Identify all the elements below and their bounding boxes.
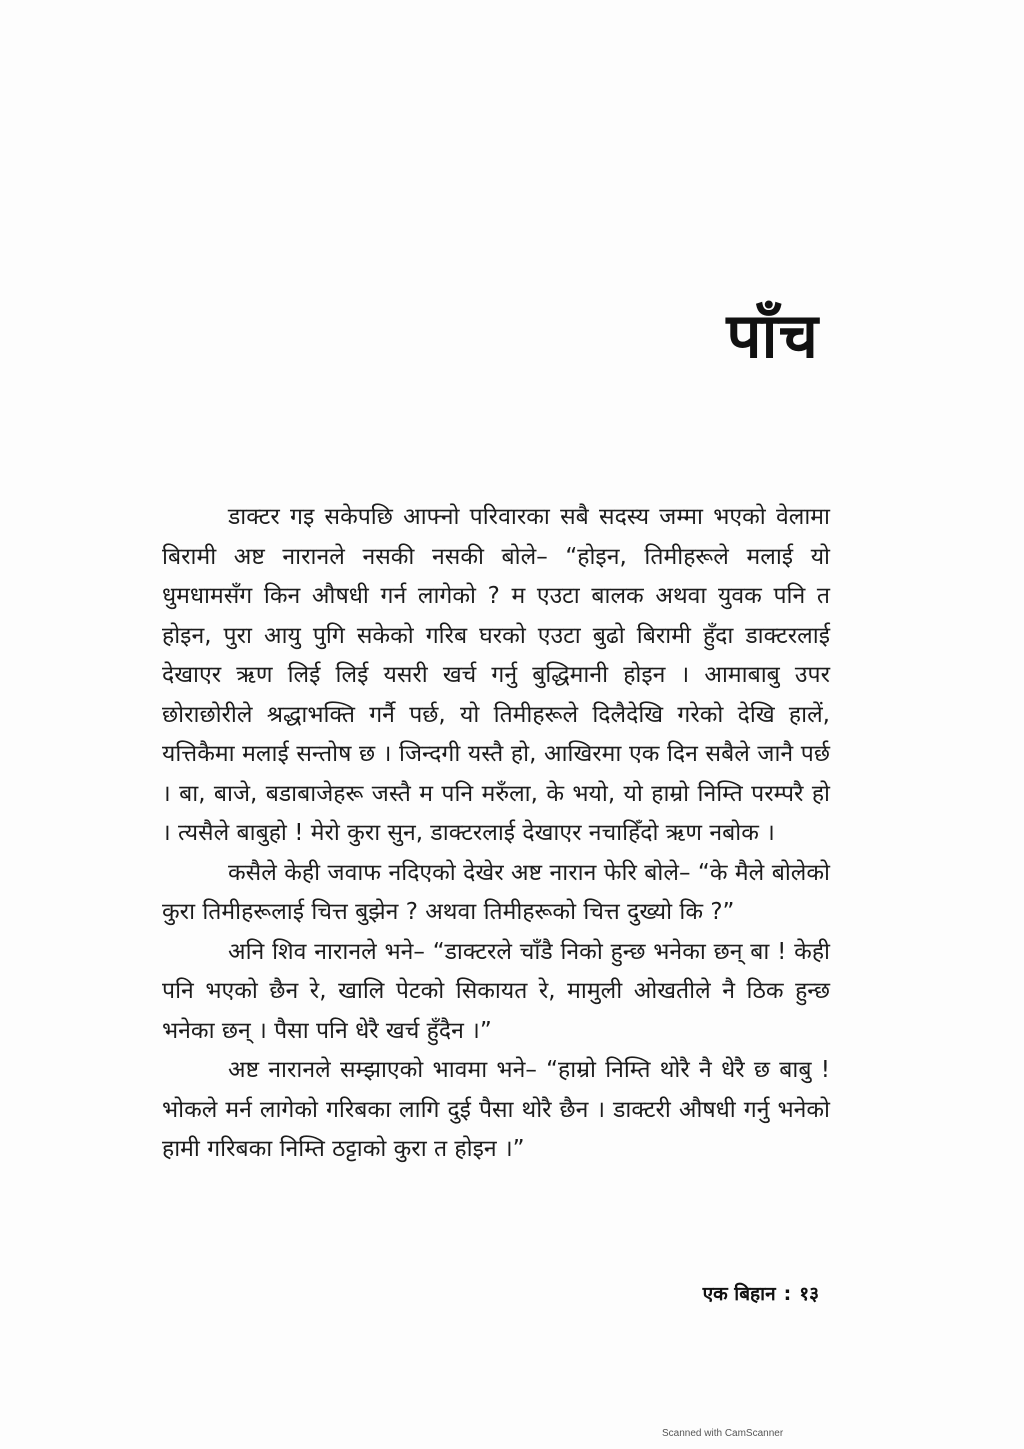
paragraph: कसैले केही जवाफ नदिएको देखेर अष्ट नारान फेरि बोले– “के मैले बोलेको कुरा तिमीहरूलाई चित्त बुझेन ? अथवा तिमीहरूको चित्त दुख्यो कि ?”: [162, 859, 830, 925]
paragraph: अनि शिव नारानले भने– “डाक्टरले चाँडै निको हुन्छ भनेका छन् बा ! केही पनि भएको छैन रे, खालि पेटको सिकायत रे, मामुली ओखतीले नै ठिक हुन्छ भनेका छन् । पैसा पनि धेरै खर्च हुँदैन ।”: [162, 938, 830, 1044]
footer-separator: :: [783, 1283, 792, 1305]
chapter-title: पाँच: [726, 299, 819, 372]
page-number: १३: [799, 1283, 819, 1305]
paragraph: अष्ट नारानले सम्झाएको भावमा भने– “हाम्रो निम्ति थोरै नै धेरै छ बाबु ! भोकले मर्न लागेको गरिबका लागि दुई पैसा थोरै छैन । डाक्टरी औषधी गर्नु भनेको हामी गरिबका निम्ति ठट्टाको कुरा त होइन ।”: [162, 1057, 830, 1162]
body-text: [162, 498, 830, 1170]
paragraph: डाक्टर गइ सकेपछि आफ्नो परिवारका सबै सदस्य जम्मा भएको वेलामा बिरामी अष्ट नारानले नसकी नसकी बोले– “होइन, तिमीहरूले मलाई यो धुमधामसँग किन औषधी गर्न लागेको ? म एउटा बालक अथवा युवक पनि त होइन, पुरा आयु पुगि सकेको गरिब घरको एउटा बुढो बिरामी हुँदा डाक्टरलाई देखाएर ऋण लिई लिई यसरी खर्च गर्नु बुद्धिमानी होइन । आमाबाबु उपर छोराछोरीले श्रद्धाभक्ति गर्नै पर्छ, यो तिमीहरूले दिलैदेखि गरेको देखि हालें, यत्तिकैमा मलाई सन्तोष छ । जिन्दगी यस्तै हो, आखिरमा एक दिन सबैले जानै पर्छ । बा, बाजे, बडाबाजेहरू जस्तै म पनि मरुँला, के भयो, यो हाम्रो निम्ति परम्परै हो । त्यसैले बाबुहो ! मेरो कुरा सुन, डाक्टरलाई देखाएर नचाहिँदो ऋण नबोक ।: [162, 504, 830, 846]
page-footer: [703, 1280, 819, 1306]
book-title: एक बिहान: [702, 1283, 776, 1305]
scanner-watermark: Scanned with CamScanner: [662, 1428, 784, 1439]
